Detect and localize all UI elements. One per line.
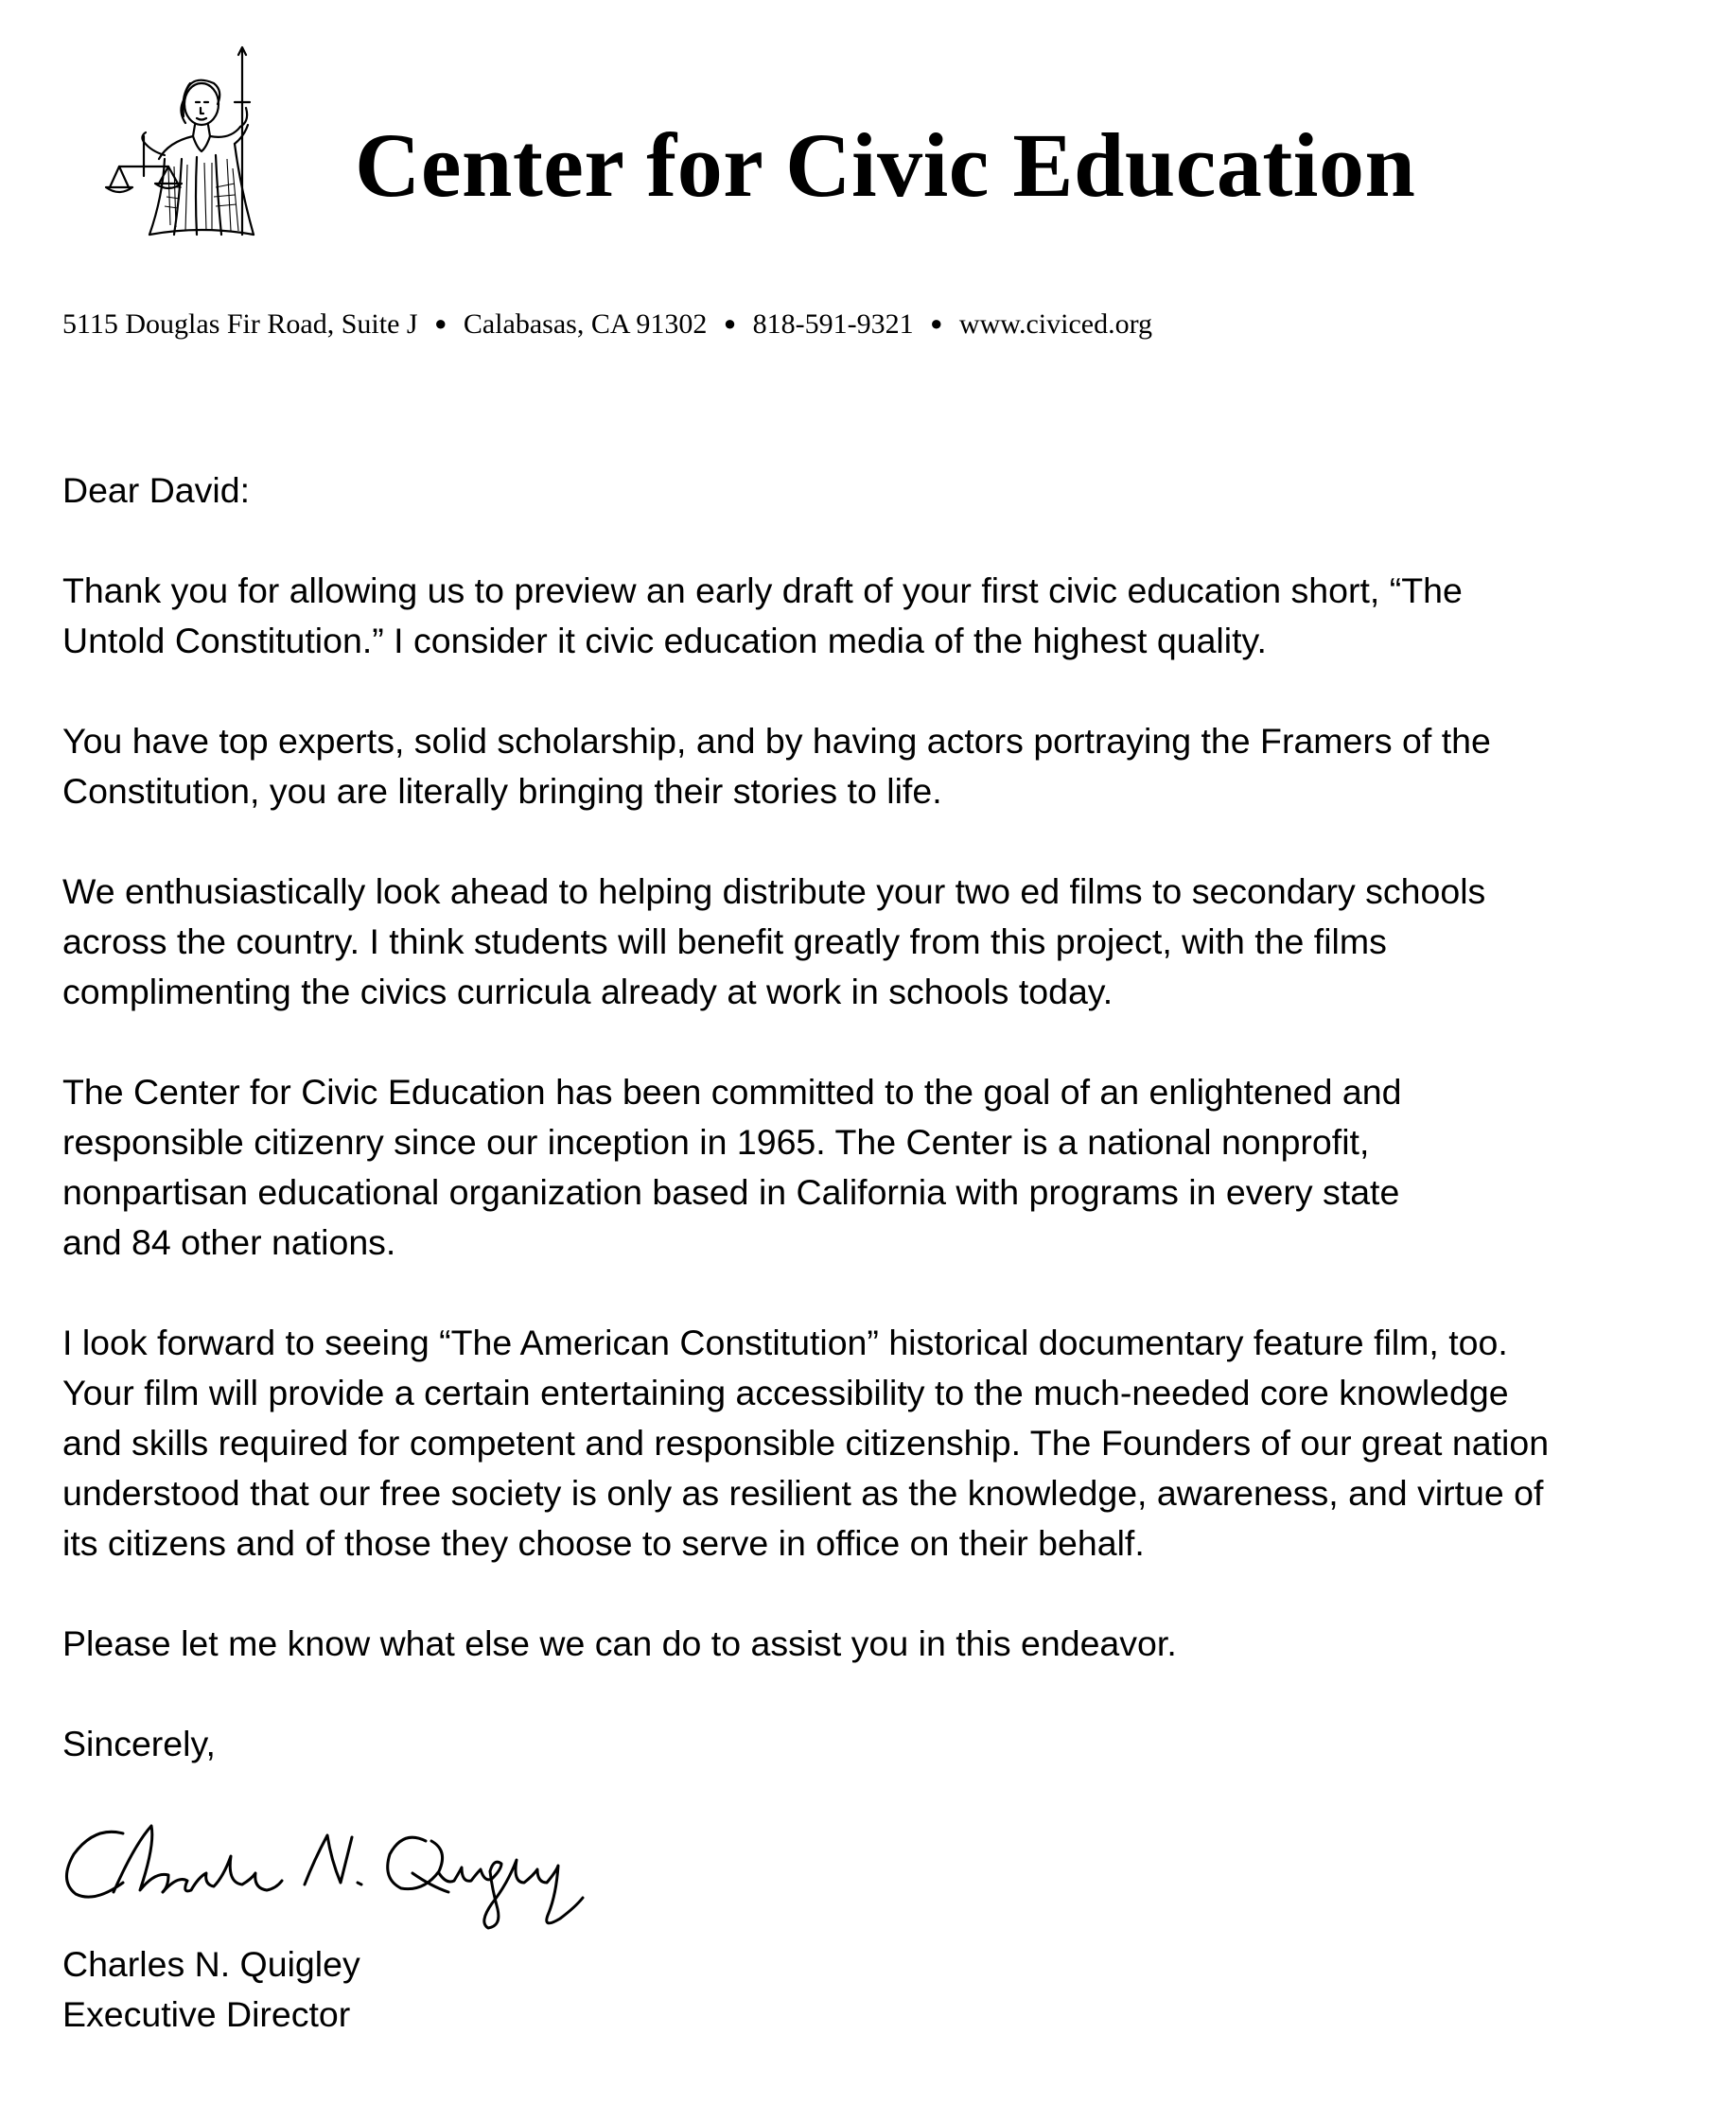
- paragraph-line: and 84 other nations.: [62, 1222, 396, 1262]
- paragraph-line: understood that our free society is only as resilient as the knowledge, awareness, and virtue of: [62, 1473, 1544, 1513]
- letterhead-address: [62, 305, 1152, 343]
- paragraph-line: Please let me know what else we can do to assist you in this endeavor.: [62, 1623, 1177, 1663]
- closing: [62, 1719, 1690, 1769]
- phone-number: 818-591-9321: [752, 308, 914, 340]
- paragraph: [62, 1067, 1690, 1268]
- paragraph-line: responsible citizenry since our inception in 1965. The Center is a national nonprofit,: [62, 1122, 1370, 1162]
- paragraph: [62, 1619, 1690, 1669]
- paragraph-line: We enthusiastically look ahead to helping distribute your two ed films to secondary schools: [62, 871, 1486, 911]
- street-address: 5115 Douglas Fir Road, Suite J: [62, 308, 418, 340]
- letter-body: [62, 465, 1690, 1819]
- paragraph: [62, 1318, 1690, 1569]
- paragraph-line: Constitution, you are literally bringing their stories to life.: [62, 771, 942, 811]
- paragraph-line: You have top experts, solid scholarship, and by having actors portraying the Framers of the: [62, 721, 1491, 761]
- paragraph-line: nonpartisan educational organization based in California with programs in every state: [62, 1172, 1400, 1212]
- paragraph-line: its citizens and of those they choose to serve in office on their behalf.: [62, 1523, 1145, 1563]
- paragraph-line: The Center for Civic Education has been committed to the goal of an enlightened and: [62, 1072, 1402, 1112]
- paragraph-line: Untold Constitution.” I consider it civic education media of the highest quality.: [62, 621, 1267, 660]
- website: www.civiced.org: [958, 308, 1153, 340]
- paragraph-line: across the country. I think students will benefit greatly from this project, with the films: [62, 921, 1387, 961]
- paragraph-line: complimenting the civics curricula already at work in schools today.: [62, 972, 1113, 1011]
- lady-justice-icon: [102, 45, 291, 244]
- salutation-text: Dear David:: [62, 470, 250, 510]
- paragraph: [62, 867, 1690, 1017]
- handwritten-signature: [57, 1816, 587, 1944]
- city-address: Calabasas, CA 91302: [463, 308, 708, 340]
- paragraph: [62, 716, 1690, 816]
- separator-dot: ●: [930, 311, 943, 335]
- paragraph-line: I look forward to seeing “The American Constitution” historical documentary feature film, too.: [62, 1323, 1508, 1362]
- signer-name: Charles N. Quigley: [62, 1944, 360, 1984]
- paragraph: [62, 566, 1690, 666]
- closing-text: Sincerely,: [62, 1724, 216, 1763]
- paragraph-line: and skills required for competent and responsible citizenship. The Founders of our great nation: [62, 1423, 1550, 1463]
- paragraph-line: Your film will provide a certain entertaining accessibility to the much-needed core knowledge: [62, 1373, 1509, 1412]
- signer-block: [62, 1939, 360, 2040]
- organization-name: Center for Civic Education: [355, 114, 1416, 216]
- salutation: [62, 465, 1690, 516]
- paragraph-line: Thank you for allowing us to preview an early draft of your first civic education short, “The: [62, 570, 1463, 610]
- signer-title: Executive Director: [62, 1994, 351, 2034]
- separator-dot: ●: [723, 311, 737, 335]
- separator-dot: ●: [434, 311, 447, 335]
